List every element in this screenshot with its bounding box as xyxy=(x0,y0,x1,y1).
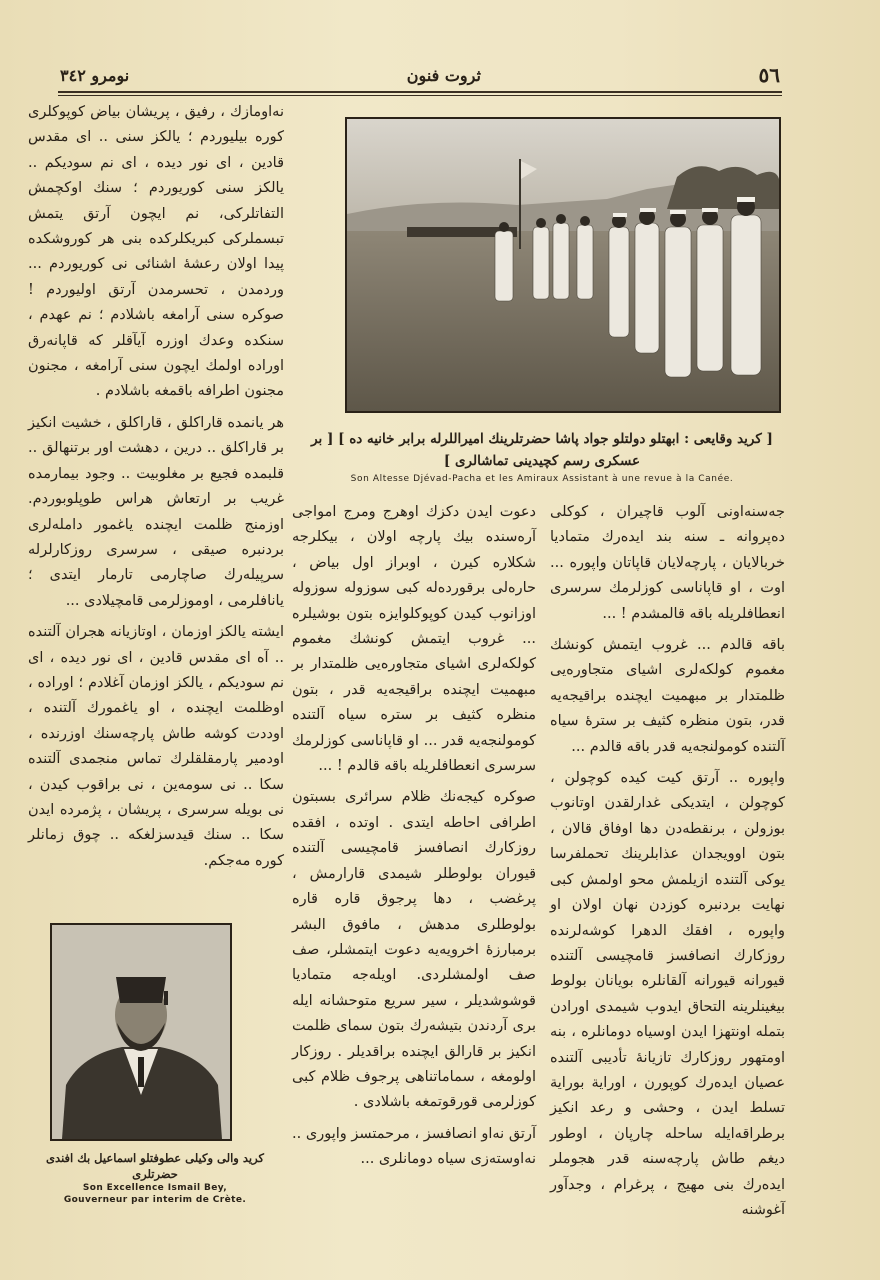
paragraph: دعوت ايدن دكزك اوهرج ومرج امواجى آره‌سنده بيك پارچه اولان ، بيكلرجه شكلاره كيرن ، اوبراز اول بياض ، حاره‌لى برقوردەله كبى سوزوله سوزوله اوزانوب كيدن كوپوكلوايزه بتون بوشيلره ... غروب ايتمش كونشك مغموم كولكه‌لرى اشياى متجاوره‌يى ظلمتدار بر مبهميت ايچنده براقيجه‌يه قدر ، بتون منظره كثيف بر ستره سياه آلتنده كومولنجه‌يه قدر ... او قاپاناسى كوزلرمك سرسرى انعطافلريله باقه قالدم ! ... xyxy=(292,504,536,775)
portrait-photo-ismail-bey xyxy=(50,923,232,1141)
main-photo-caption xyxy=(292,428,792,484)
paragraph: هر يانمده قاراكلق ، قاراكلق ، خشيت انكيز بر قاراكلق .. درين ، دهشت اور برتنهالق .. قلبمده فجيع بر مغلوبيت .. وجود بيمارمده غريب بر ارتعاش هراس طوپلوبوردم. اوزمنج ظلمت ايچنده ياغمور دامله‌لرى بردنبره صيقى ، سرسرى روزكارلرله سرپيله‌رك صاچارمى تارمار ايتدى ؛ يانافلرمى ، اوموزلرمى قامچيلادى ... xyxy=(28,414,284,609)
paragraph: باقه قالدم ... غروب ايتمش كونشك مغموم كولكه‌لرى اشياى متجاوره‌يى ظلمتدار بر مبهميت ايچنده براقيجه‌يه قدر، بتون منظره كثيف بر سترهٔ سياه آلتنده كومولنجه‌يه قدر باقه قالدم ... xyxy=(550,637,785,755)
portrait-image xyxy=(52,925,230,1139)
paragraph: واپوره .. آرتق كيت كيده كوچولن ، كوچولن ، ايتديكى غدارلقدن اوتانوب بوزولن ، برنقطه‌دن دها اوفاق قالان ، بتون اوويجدان عذابلرينك تحملفرسا يوكى آلتنده ازيلمش محو اولمش كبى نهايت بردنبره كوزدن نهان اولان او واپوره ، افقك الدهرا كوشه‌لرنده روزكارك انصافسز قامچيسى آلتنده قيورانه قيورانه آلقانلره بويانان بولوط بيغينلرينه التحاق ايدوب شيمدى اورادن بتمله اونتهزا ايدن اوسياه دومانلره ، بنه اومتهور روزكارك تازيانهٔ تأديبى آلتنده عصيان ايده‌رك كوپورن ، اوراية بوراية تسلط ايدن ، وحشى و رعد انكيز برطراقه‌ايله ساحله چارپان ، اوطور ديغم طاش پارچه‌سنه قدر هجوملر ايده‌رك بنى مهيج ، پرغرام ، وجدآور آغوشنه xyxy=(550,770,785,1218)
paragraph: ايشته يالكز اوزمان ، اوتازيانه هجران آلتنده .. آه اى مقدس قادين ، اى نور ديده ، اى نم سوديكم ، يالكز اوزمان آغلادم ؛ اوراده ، اوظلمت ايچنده ، او ياغمورك آلتنده ، اوددت كوشه طاش پارچه‌سنك اوزرنده ، اودمير پارمقلقلرك تماس منجمدى آلتنده سكا .. نى سومه‌ين ، نى براقوب كيدن ، نى بويله سرسرى ، پريشان ، پژمرده ايدن سكا .. سنك قيدسزلغكه .. چوق زمانلر كوره مه‌جكم. xyxy=(28,624,284,869)
main-photo-military-review xyxy=(345,117,781,413)
header-rule xyxy=(58,91,782,93)
paragraph: جه‌سنه‌اونى آلوب قاچيران ، كوكلى ده‌پروانه ـ سنه بند ايده‌رك متماديا خربالايان ، پارچه‌لايان قاپاتان واپوره ... اوت ، او قاپاناسى كوزلرمك سرسرى انعطافلريله باقه قالمشدم ! ... xyxy=(550,504,785,622)
page-header xyxy=(60,62,780,88)
portrait-caption-turkish: كريد والى وكيلى عطوفتلو اسماعيل بك افندى حضرتلرى xyxy=(46,1151,264,1181)
portrait-caption-french-1: Son Excellence Ismail Bey, xyxy=(82,1183,228,1193)
text-column-outer xyxy=(28,100,284,910)
magazine-title: ثروت فنون xyxy=(406,65,481,85)
paragraph: آرتق نه‌او انصافسز ، مرحمتسز واپورى .. نه‌اوسته‌زى سياه دومانلرى ... xyxy=(292,1125,536,1168)
text-column-middle xyxy=(292,500,536,1210)
caption-french: Son Altesse Djévad-Pacha et les Amiraux Assistant à une revue à la Canée. xyxy=(350,474,734,484)
header-rule-thin xyxy=(58,95,782,96)
paragraph: صوكره كيجه‌نك ظلام سرائرى بسبتون اطرافى احاطه ايتدى . اوتده ، افقده روزكارك انصافسز قامچيسى آلتنده قيوران بولوطلر شيمدى قارارمش ، پرغضب ، دها پرجوق قاره قاره بولوطلرى مدهش ، مافوق البشر برمبارزهٔ اخرويه‌يه دعوت ايتمشلر، صف صف اولمشلردى. اويله‌جه متماديا قوشوشديلر ، سير سريع متوحشانه ايله برى آردندن بتيشه‌رك بتون سماى ظلمت انكيز بر قارالق ايچنده براقديلر . روزكار اولومغه ، سماماتناهى پرجوف ظلام كبى كوزلرمى قورقوتمغه باشلادى . xyxy=(292,789,536,1111)
issue-number: نومرو ٣٤٢ xyxy=(60,65,130,85)
photo-image xyxy=(347,119,779,411)
portrait-caption-french-2: Gouverneur par interim de Crète. xyxy=(63,1195,247,1205)
text-column-right xyxy=(550,500,785,1218)
page-number: ٥٦ xyxy=(758,63,780,87)
caption-turkish: [ كريد وقايعى : ابهتلو دولتلو جواد پاشا حضرتلرينك اميراللرله برابر خانيه ده ] [ بر عسكرى رسم كچيدينى تماشالرى ] xyxy=(311,431,773,469)
portrait-caption xyxy=(40,1150,270,1206)
paragraph: نه‌اومازك ، رفيق ، پريشان بياض كوپوكلرى كوره بيليوردم ؛ يالكز سنى .. اى مقدس قادين ، اى نور ديده ، اى نم سوديكم .. يالكز سنى كوريوردم ؛ سنك اوكچمش التفاتلركى، نم ايچون آرتق يتمش تبسملركى كبريكلركده بنى هر كوروشكده پيدا اولان رعشهٔ اشنائى نى كوريوردم ... وردمدن ، تحسرمدن آرتق اوليوردم ! صوكره سنى آرامغه باشلادم ؛ نم عهدم ، سنكده وعدك اوزره آيآقلر كه قاپانه‌رق اورادە اولمك ايچون سنى آرامغه ، مجنون مجنون اطرافه باقمغه باشلادم . xyxy=(28,104,284,400)
